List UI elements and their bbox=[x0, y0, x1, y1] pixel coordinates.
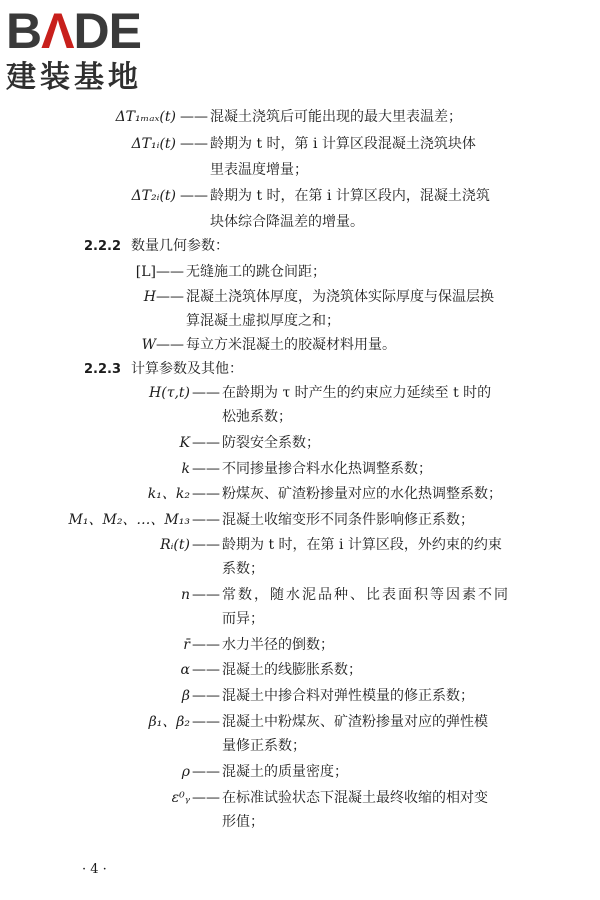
section-heading-2-2-2: 2.2.2 数量几何参数： bbox=[84, 238, 230, 254]
dash: —— bbox=[192, 486, 220, 502]
definition-text: 混凝土中粉煤灰、矿渣粉掺量对应的弹性模 bbox=[222, 714, 488, 730]
definition-text: 混凝土的线膨胀系数； bbox=[222, 662, 362, 678]
definition-text: 混凝土浇筑体厚度，为浇筑体实际厚度与保温层换 bbox=[186, 289, 494, 305]
symbol: k bbox=[181, 461, 190, 477]
symbol: H bbox=[143, 289, 156, 305]
dash: —— bbox=[192, 662, 220, 678]
dash: —— bbox=[180, 109, 208, 125]
definition-text: 混凝土中掺合料对弹性模量的修正系数； bbox=[222, 688, 474, 704]
definition-text: 在标准试验状态下混凝土最终收缩的相对变 bbox=[222, 790, 488, 806]
dash: —— bbox=[192, 587, 220, 603]
definition-text: 算混凝土虚拟厚度之和； bbox=[186, 313, 340, 329]
definition-text: 里表温度增量； bbox=[210, 162, 308, 178]
definition-text: 常数，随水泥品种、比表面积等因素不同 bbox=[222, 587, 510, 603]
dash: —— bbox=[192, 385, 220, 401]
symbol: β₁、β₂ bbox=[148, 714, 190, 730]
definition-text: 每立方米混凝土的胶凝材料用量。 bbox=[186, 337, 396, 353]
section-heading-2-2-3: 2.2.3 计算参数及其他： bbox=[84, 361, 244, 377]
dash: —— bbox=[192, 714, 220, 730]
symbol: [L] bbox=[135, 264, 156, 280]
definition-text: 不同掺量掺合料水化热调整系数； bbox=[222, 461, 432, 477]
symbol: n bbox=[180, 587, 190, 603]
definition-text: 混凝土浇筑后可能出现的最大里表温差； bbox=[210, 109, 462, 125]
definition-text: 系数； bbox=[222, 561, 264, 577]
definition-text: 龄期为 t 时，在第 i 计算区段内，混凝土浇筑 bbox=[210, 188, 490, 204]
symbol: α bbox=[180, 662, 190, 678]
dash: —— bbox=[156, 264, 184, 280]
definition-text: 混凝土的质量密度； bbox=[222, 764, 348, 780]
dash: —— bbox=[180, 188, 208, 204]
symbol: r̄ bbox=[183, 637, 190, 653]
symbol: H(τ,t) bbox=[149, 385, 190, 401]
definition-text: 在龄期为 τ 时产生的约束应力延续至 t 时的 bbox=[222, 385, 492, 401]
definition-text: 水力半径的倒数； bbox=[222, 637, 334, 653]
definition-text: 龄期为 t 时，在第 i 计算区段，外约束的约束 bbox=[222, 537, 502, 553]
definition-text: 块体综合降温差的增量。 bbox=[210, 214, 364, 230]
dash: —— bbox=[192, 461, 220, 477]
definition-text: 龄期为 t 时，第 i 计算区段混凝土浇筑块体 bbox=[210, 136, 476, 152]
symbol: β bbox=[181, 688, 190, 704]
definition-text: 混凝土收缩变形不同条件影响修正系数； bbox=[222, 512, 474, 528]
symbol: ΔT₂ᵢ(t) bbox=[131, 188, 176, 204]
symbol: ΔT₁ₘₐₓ(t) bbox=[115, 109, 176, 125]
bade-logo bbox=[6, 3, 186, 106]
definition-text: 松弛系数； bbox=[222, 409, 292, 425]
dash: —— bbox=[192, 435, 220, 451]
dash: —— bbox=[192, 637, 220, 653]
symbol: W bbox=[141, 337, 156, 353]
definition-text: 无缝施工的跳仓间距； bbox=[186, 264, 326, 280]
symbol: Rᵢ(t) bbox=[160, 537, 190, 553]
logo-chinese-text: 建装基地 bbox=[6, 60, 142, 95]
dash: —— bbox=[192, 688, 220, 704]
definition-text: 防裂安全系数； bbox=[222, 435, 320, 451]
symbol: K bbox=[179, 435, 190, 451]
dash: —— bbox=[192, 790, 220, 806]
symbol: M₁、M₂、…、M₁₃ bbox=[68, 512, 190, 528]
definition-text: 形值； bbox=[222, 814, 264, 830]
definition-text: 而异； bbox=[222, 611, 264, 627]
dash: —— bbox=[192, 512, 220, 528]
symbol: ΔT₁ᵢ(t) bbox=[131, 136, 176, 152]
definition-text: 粉煤灰、矿渣粉掺量对应的水化热调整系数； bbox=[222, 486, 502, 502]
dash: —— bbox=[156, 337, 184, 353]
symbol: ε⁰ᵧ bbox=[171, 790, 190, 806]
dash: —— bbox=[156, 289, 184, 305]
dash: —— bbox=[192, 537, 220, 553]
definition-text: 量修正系数； bbox=[222, 738, 306, 754]
page-number: · 4 · bbox=[82, 862, 107, 877]
symbol: k₁、k₂ bbox=[147, 486, 190, 502]
logo-wordmark: BΛDE bbox=[6, 3, 141, 59]
symbol: ρ bbox=[181, 764, 190, 780]
dash: —— bbox=[192, 764, 220, 780]
dash: —— bbox=[180, 136, 208, 152]
